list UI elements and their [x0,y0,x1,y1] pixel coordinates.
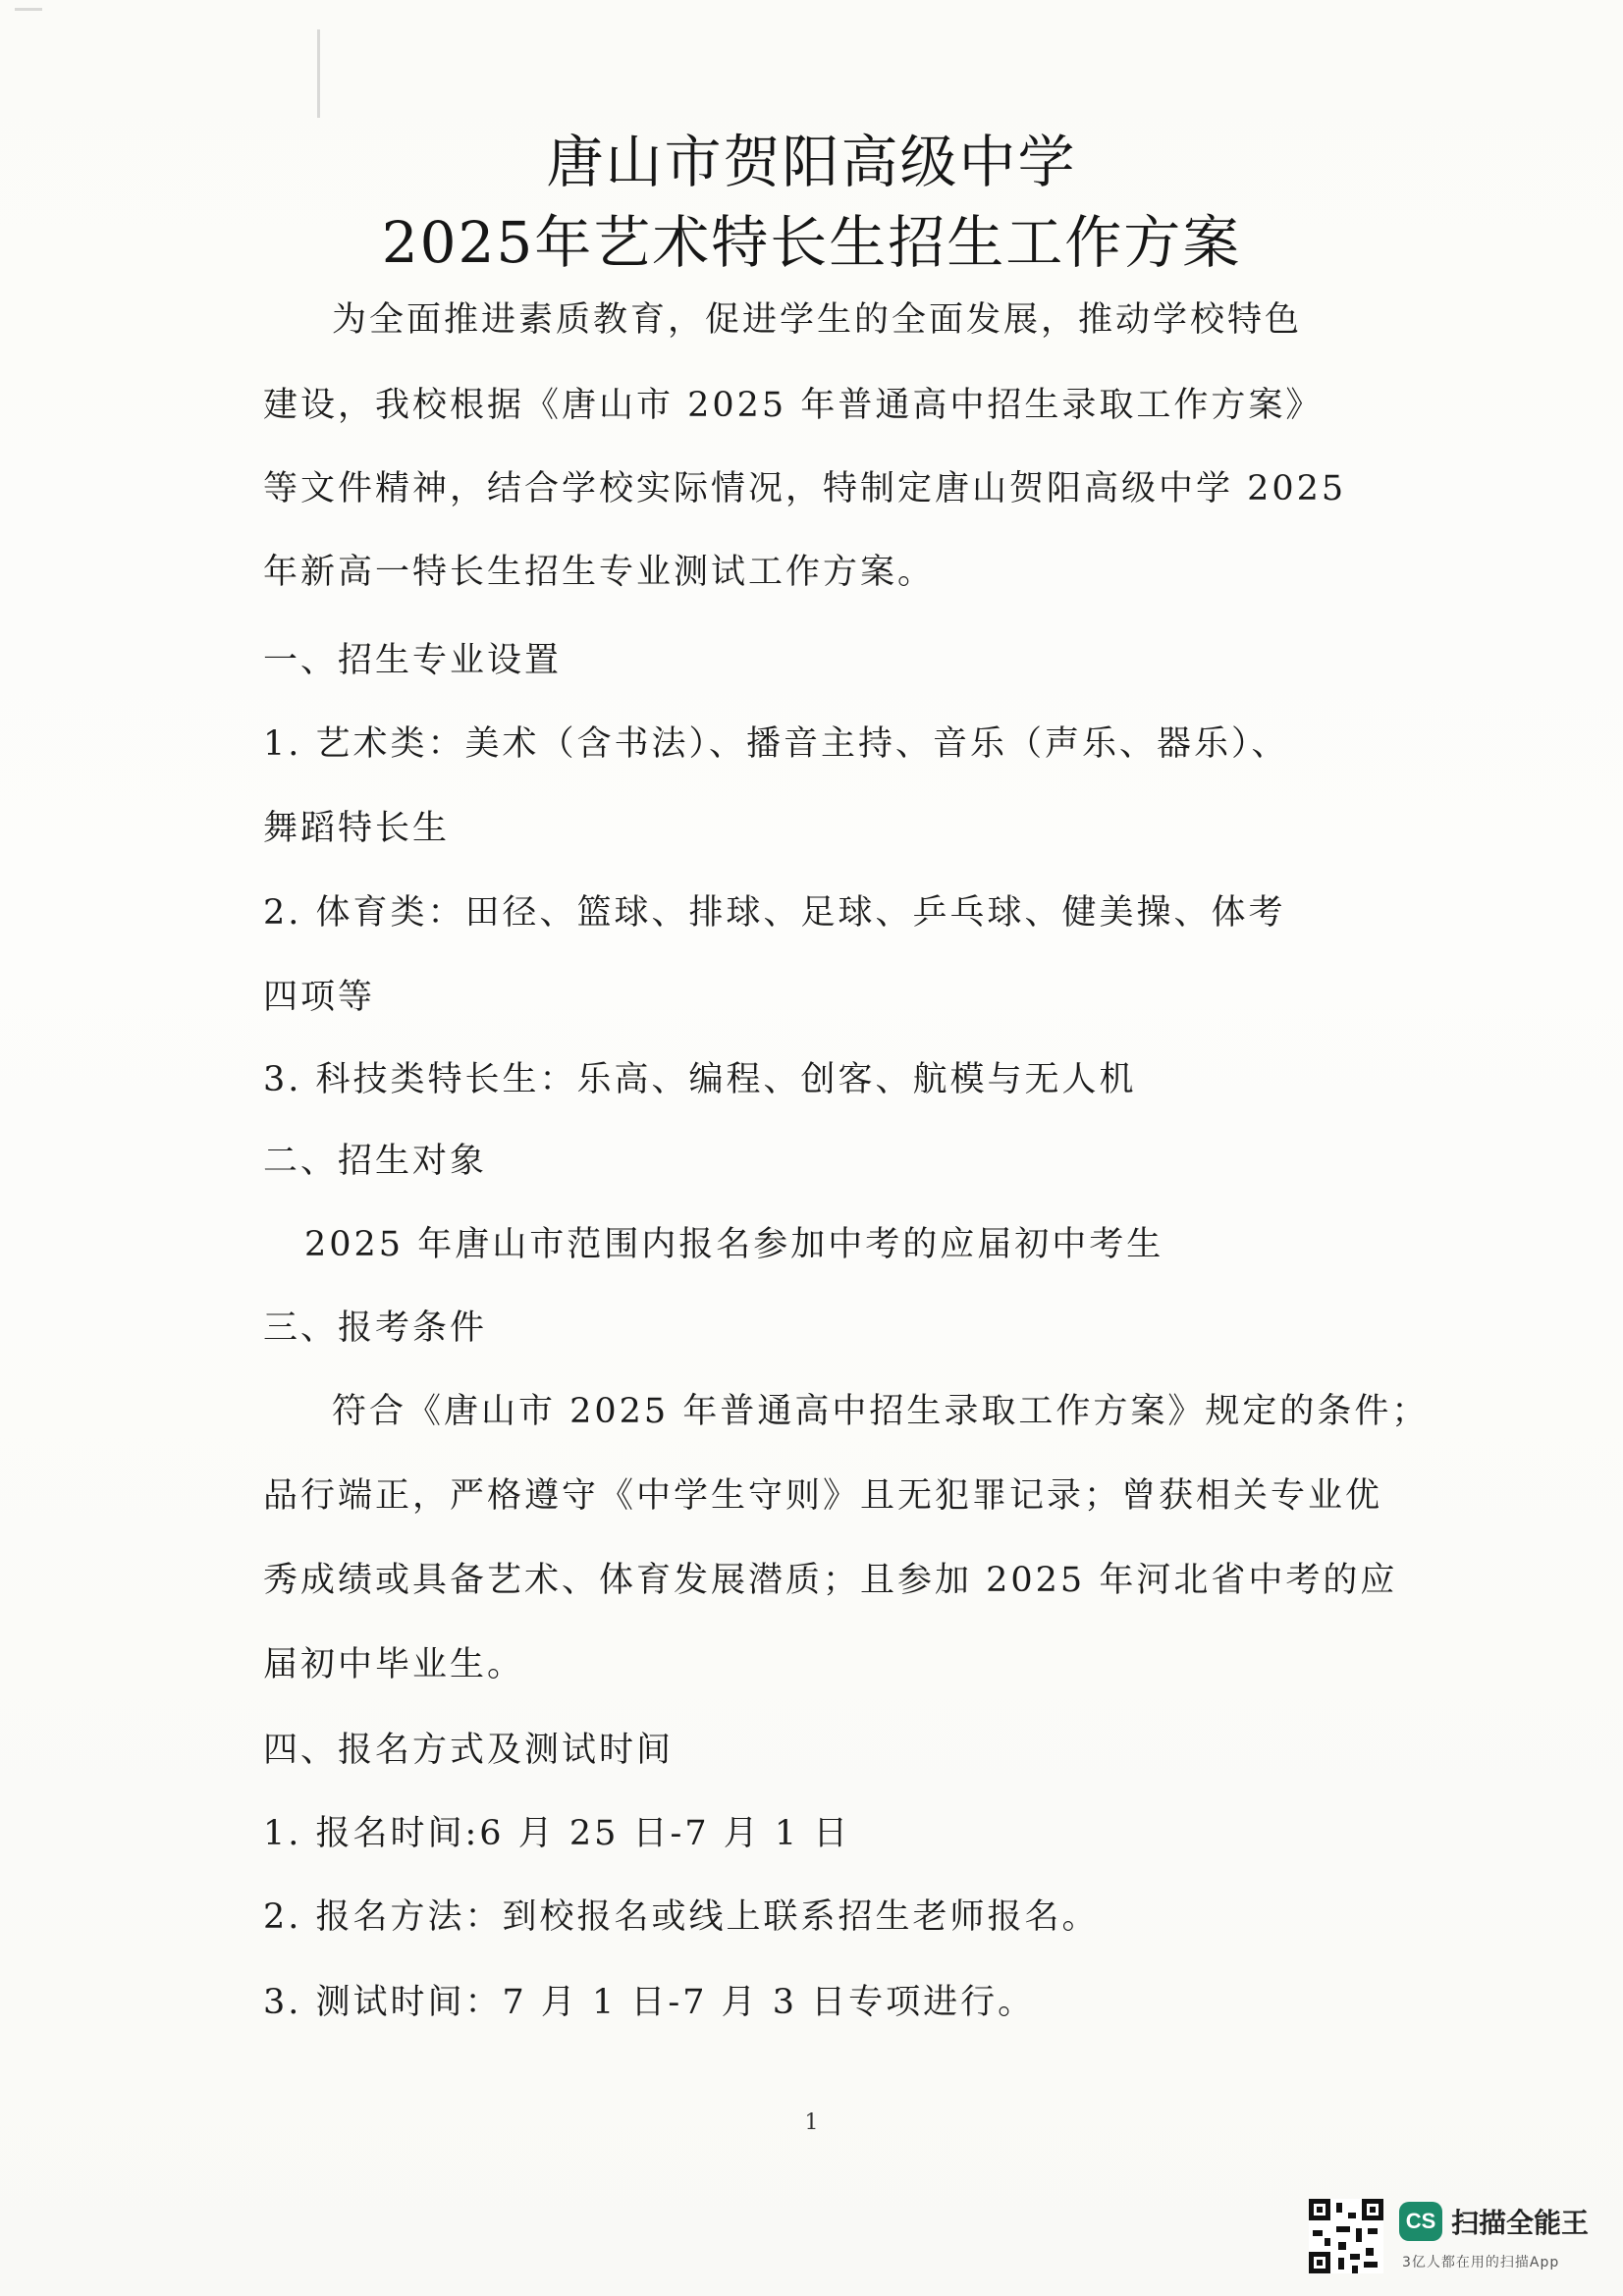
camscanner-brand-name: 扫描全能王 [1451,2207,1590,2239]
body-line: 建设，我校根据《唐山市 2025 年普通高中招生录取工作方案》 [263,386,1324,425]
section-heading: 四、报名方式及测试时间 [263,1731,675,1770]
body-line: 年新高一特长生招生专业测试工作方案。 [263,553,936,592]
body-line: 品行端正，严格遵守《中学生守则》且无犯罪记录；曾获相关专业优 [263,1476,1383,1516]
body-line: 3. 科技类特长生：乐高、编程、创客、航模与无人机 [263,1060,1137,1099]
body-line: 等文件精神，结合学校实际情况，特制定唐山贺阳高级中学 2025 [263,469,1347,508]
body-line: 为全面推进素质教育，促进学生的全面发展，推动学校特色 [332,300,1303,340]
body-line: 3. 测试时间：7 月 1 日-7 月 3 日专项进行。 [263,1983,1036,2022]
scan-artifact [317,29,320,118]
camscanner-tagline: 3亿人都在用的扫描App [1402,2255,1560,2270]
section-heading: 三、报考条件 [263,1308,488,1348]
body-line: 四项等 [263,978,376,1017]
section-heading: 一、招生专业设置 [263,641,563,680]
page-number: 1 [804,2110,819,2135]
section-heading: 二、招生对象 [263,1142,488,1181]
body-line: 1. 艺术类：美术（含书法）、播音主持、音乐（声乐、器乐）、 [263,724,1289,764]
camscanner-logo-icon: CS [1399,2202,1442,2241]
document-title-line1: 唐山市贺阳高级中学 [546,129,1077,195]
document-title-line2: 2025年艺术特长生招生工作方案 [381,209,1242,276]
body-line: 2025 年唐山市范围内报名参加中考的应届初中考生 [304,1225,1164,1264]
body-line: 2. 体育类：田径、篮球、排球、足球、乒乓球、健美操、体考 [263,893,1286,933]
body-line: 符合《唐山市 2025 年普通高中招生录取工作方案》规定的条件； [332,1392,1430,1431]
body-line: 秀成绩或具备艺术、体育发展潜质；且参加 2025 年河北省中考的应 [263,1561,1398,1600]
body-line: 届初中毕业生。 [263,1645,525,1684]
scan-artifact [15,8,42,11]
body-line: 2. 报名方法：到校报名或线上联系招生老师报名。 [263,1897,1100,1937]
body-line: 1. 报名时间:6 月 25 日-7 月 1 日 [263,1814,851,1853]
qr-code-icon [1309,2199,1383,2273]
body-line: 舞蹈特长生 [263,809,451,848]
